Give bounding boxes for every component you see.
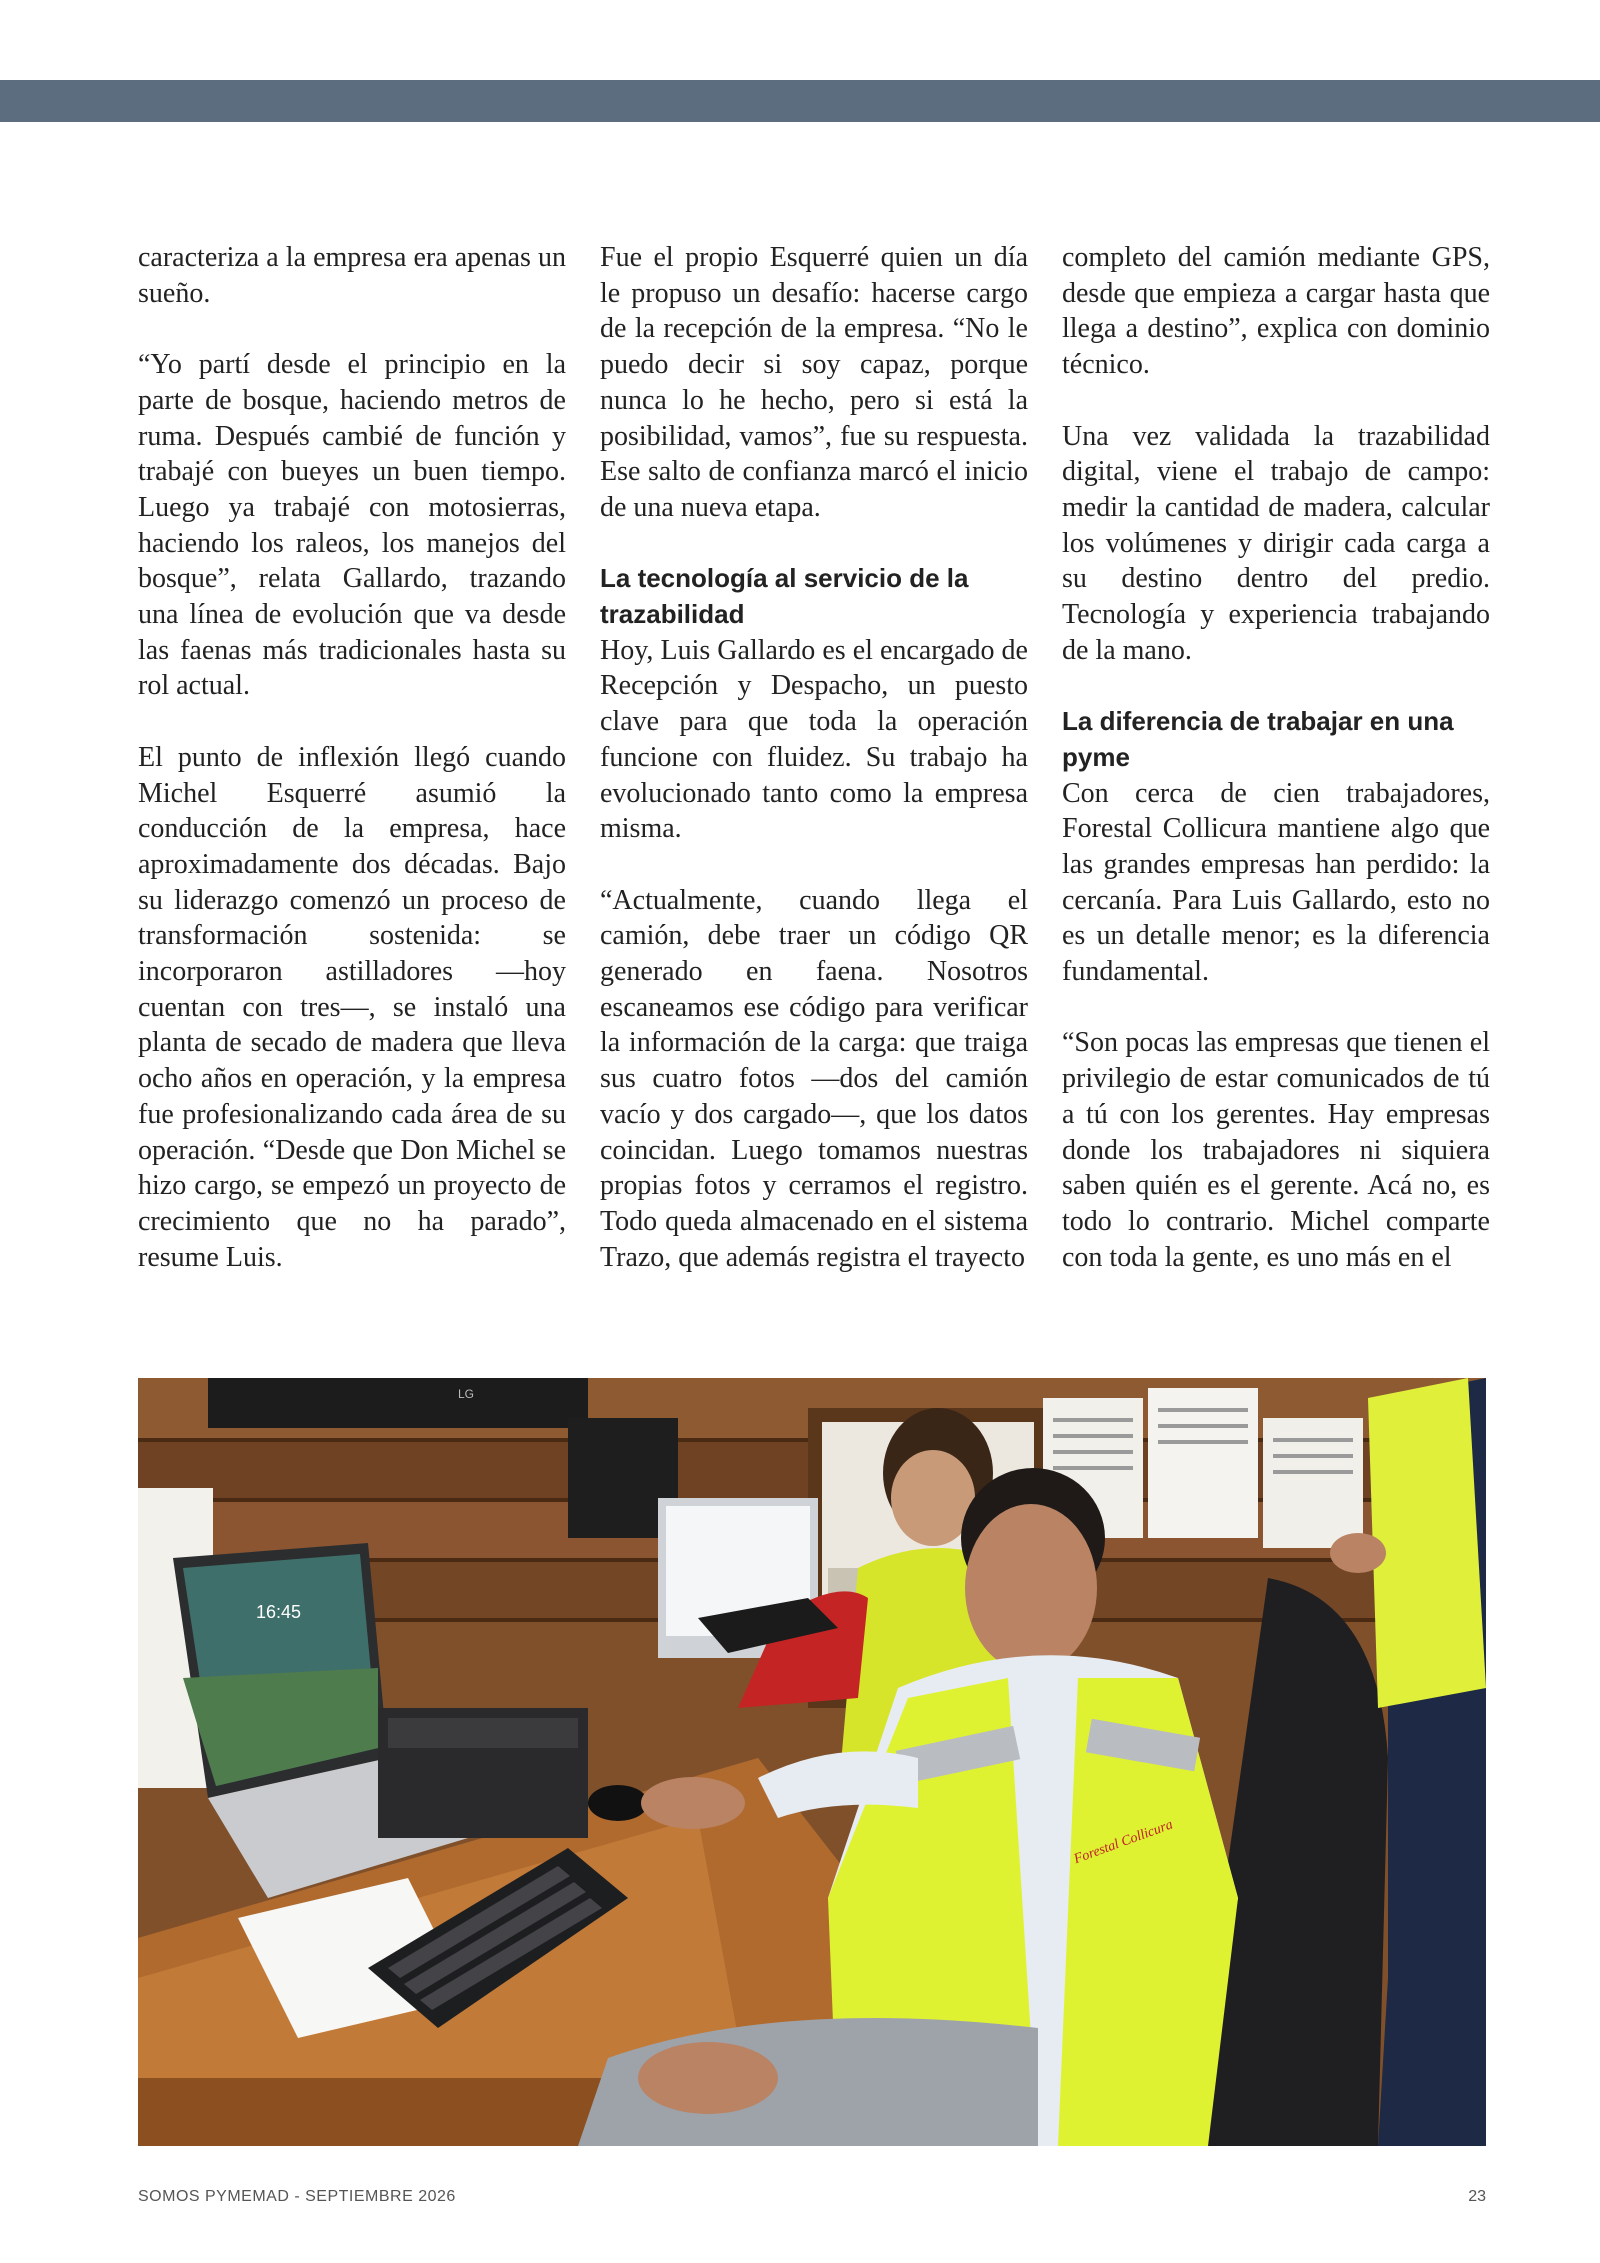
paragraph: caracteriza a la empresa era apenas un sueño. [138,242,566,309]
paragraph: “Actualmente, cuando llega el camión, debe traer un código QR generado en faena. Nosotros escaneamos ese código para verificar la información de la carga: que traiga sus cuatro fotos —dos del camión vacío y dos cargado—, que los datos coincidan. Luego tomamos nuestras propias fotos y cerramos el registro. Todo queda almacenado en el sistema Trazo, que además registra el trayecto [600,884,1028,1273]
laptop-clock: 16:45 [256,1602,302,1622]
paragraph: Fue el propio Esquerré quien un día le propuso un desafío: hacerse cargo de la recepción de la empresa. “No le puedo decir si soy capaz, porque nunca lo he hecho, pero si está la posibilidad, vamos”, fue su respuesta. Ese salto de confianza marcó el inicio de una nueva etapa. [600,242,1028,523]
monitor-brand-label: LG [458,1387,475,1401]
paragraph: Con cerca de cien trabajadores, Forestal Collicura mantiene algo que las grandes empresas han perdido: la cercanía. Para Luis Gallardo, esto no es un detalle menor; es la diferencia fundamental. [1062,777,1490,988]
office-photo [138,1378,1486,2146]
article-column-1 [138,240,566,1275]
paragraph: Hoy, Luis Gallardo es el encargado de Recepción y Despacho, un puesto clave para que toda la operación funcione con fluidez. Su trabajo ha evolucionado tanto como la empresa misma. [600,634,1028,845]
article-column-3 [1062,240,1490,1275]
section-heading: La tecnología al servicio de la trazabilidad [600,563,969,630]
header-band [0,80,1600,122]
section-heading: La diferencia de trabajar en una pyme [1062,706,1454,772]
footer-publication: SOMOS PYMEMAD - SEPTIEMBRE 2026 [138,2188,456,2205]
vest-logo: Forestal Collicura [1071,1817,1175,1868]
paragraph: “Yo partí desde el principio en la parte de bosque, haciendo metros de ruma. Después cambié de función y trabajé con bueyes un buen tiempo. Luego ya trabajé con motosierras, haciendo los raleos, los manejos del bosque”, relata Gallardo, trazando una línea de evolución que va desde las faenas más tradicionales hasta su rol actual. [138,349,566,702]
paragraph: El punto de inflexión llegó cuando Michel Esquerré asumió la conducción de la empresa, hace aproximadamente dos décadas. Bajo su liderazgo comenzó un proceso de transformación sostenida: se incorporaron astilladores —hoy cuentan con tres—, se instaló una planta de secado de madera que lleva ocho años en operación, y la empresa fue profesionalizando cada área de su operación. “Desde que Don Michel se hizo cargo, se empezó un proyecto de crecimiento que no ha parado”, resume Luis. [138,741,566,1273]
article-column-2 [600,240,1028,1275]
page-number: 23 [1468,2188,1486,2205]
paragraph: completo del camión mediante GPS, desde que empieza a cargar hasta que llega a destino”, explica con dominio técnico. [1062,242,1490,381]
paragraph: “Son pocas las empresas que tienen el privilegio de estar comunicados de tú a tú con los gerentes. Hay empresas donde los trabajadores ni siquiera saben quién es el gerente. Acá no, es todo lo contrario. Michel comparte con toda la gente, es uno más en el [1062,1027,1490,1273]
paragraph: Una vez validada la trazabilidad digital, viene el trabajo de campo: medir la cantidad de madera, calcular los volúmenes y dirigir cada carga a su destino dentro del predio. Tecnología y experiencia trabajando de la mano. [1062,420,1490,666]
